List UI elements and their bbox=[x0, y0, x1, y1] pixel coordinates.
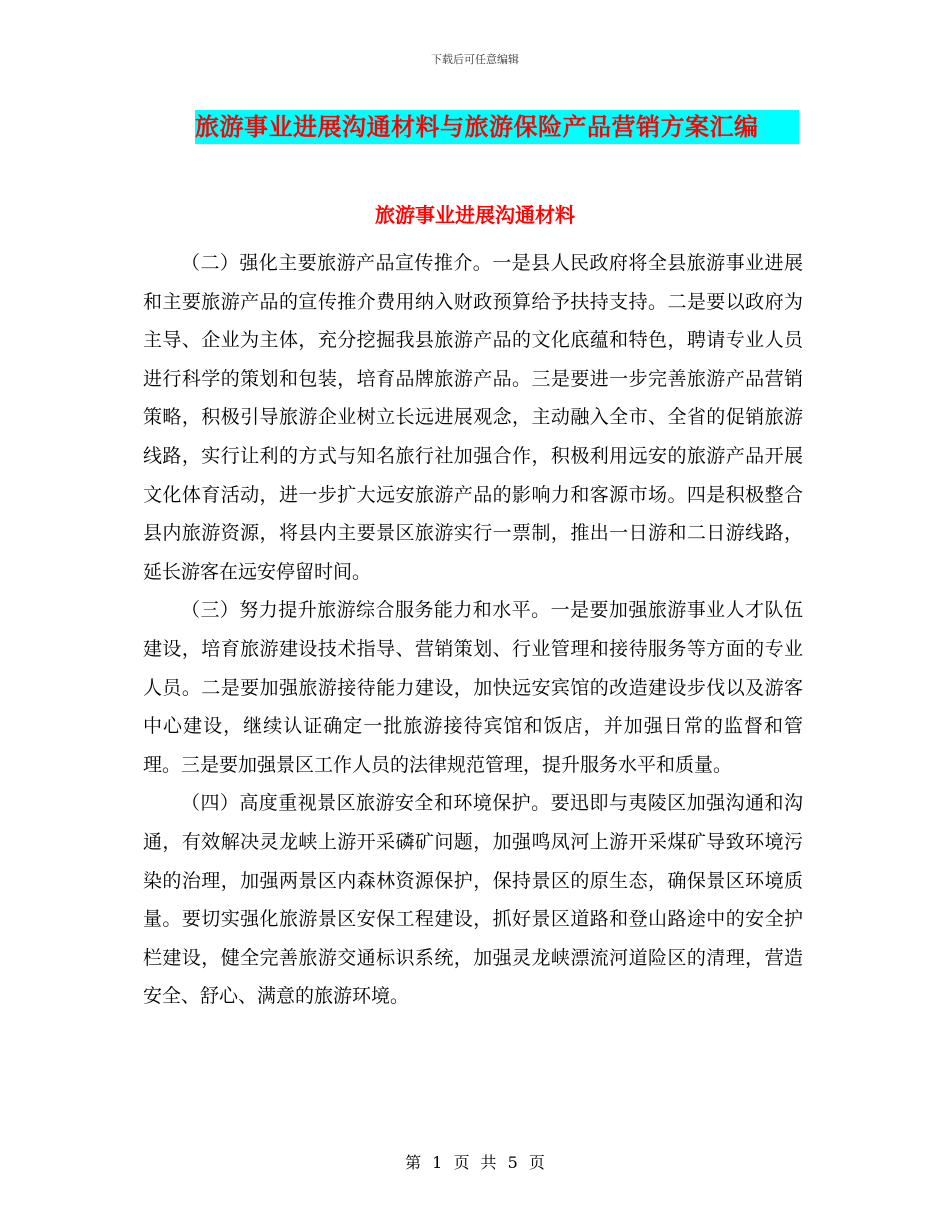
header-note: 下载后可任意编辑 bbox=[431, 53, 519, 66]
paragraph: （三）努力提升旅游综合服务能力和水平。一是要加强旅游事业人才队伍建设，培育旅游建设技术指导、营销策划、行业管理和接待服务等方面的专业人员。二是要加强旅游接待能力建设，加快远安宾馆的改造建设步伐以及游客中心建设，继续认证确定一批旅游接待宾馆和饭店，并加强日常的监督和管理。三是要加强景区工作人员的法律规范管理，提升服务水平和质量。 bbox=[143, 599, 803, 776]
page-number: 第 1 页 共 5 页 bbox=[405, 1153, 545, 1172]
document-body bbox=[143, 244, 803, 1016]
paragraph: （四）高度重视景区旅游安全和环境保护。要迅即与夷陵区加强沟通和沟通，有效解决灵龙峡上游开采磷矿问题，加强鸣凤河上游开采煤矿导致环境污染的治理，加强两景区内森林资源保护，保持景区的原生态，确保景区环境质量。要切实强化旅游景区安保工程建设，抓好景区道路和登山路途中的安全护栏建设，健全完善旅游交通标识系统，加强灵龙峡漂流河道险区的清理，营造安全、舒心、满意的旅游环境。 bbox=[143, 792, 803, 1008]
document-title: 旅游事业进展沟通材料与旅游保险产品营销方案汇编 bbox=[195, 110, 799, 144]
paragraph: （二）强化主要旅游产品宣传推介。一是县人民政府将全县旅游事业进展和主要旅游产品的宣传推介费用纳入财政预算给予扶持支持。二是要以政府为主导、企业为主体，充分挖掘我县旅游产品的文化底蕴和特色，聘请专业人员进行科学的策划和包装，培育品牌旅游产品。三是要进一步完善旅游产品营销策略，积极引导旅游企业树立长远进展观念，主动融入全市、全省的促销旅游线路，实行让利的方式与知名旅行社加强合作，积极利用远安的旅游产品开展文化体育活动，进一步扩大远安旅游产品的影响力和客源市场。四是积极整合县内旅游资源，将县内主要景区旅游实行一票制，推出一日游和二日游线路，延长游客在远安停留时间。 bbox=[143, 252, 803, 583]
section-title: 旅游事业进展沟通材料 bbox=[375, 203, 575, 227]
